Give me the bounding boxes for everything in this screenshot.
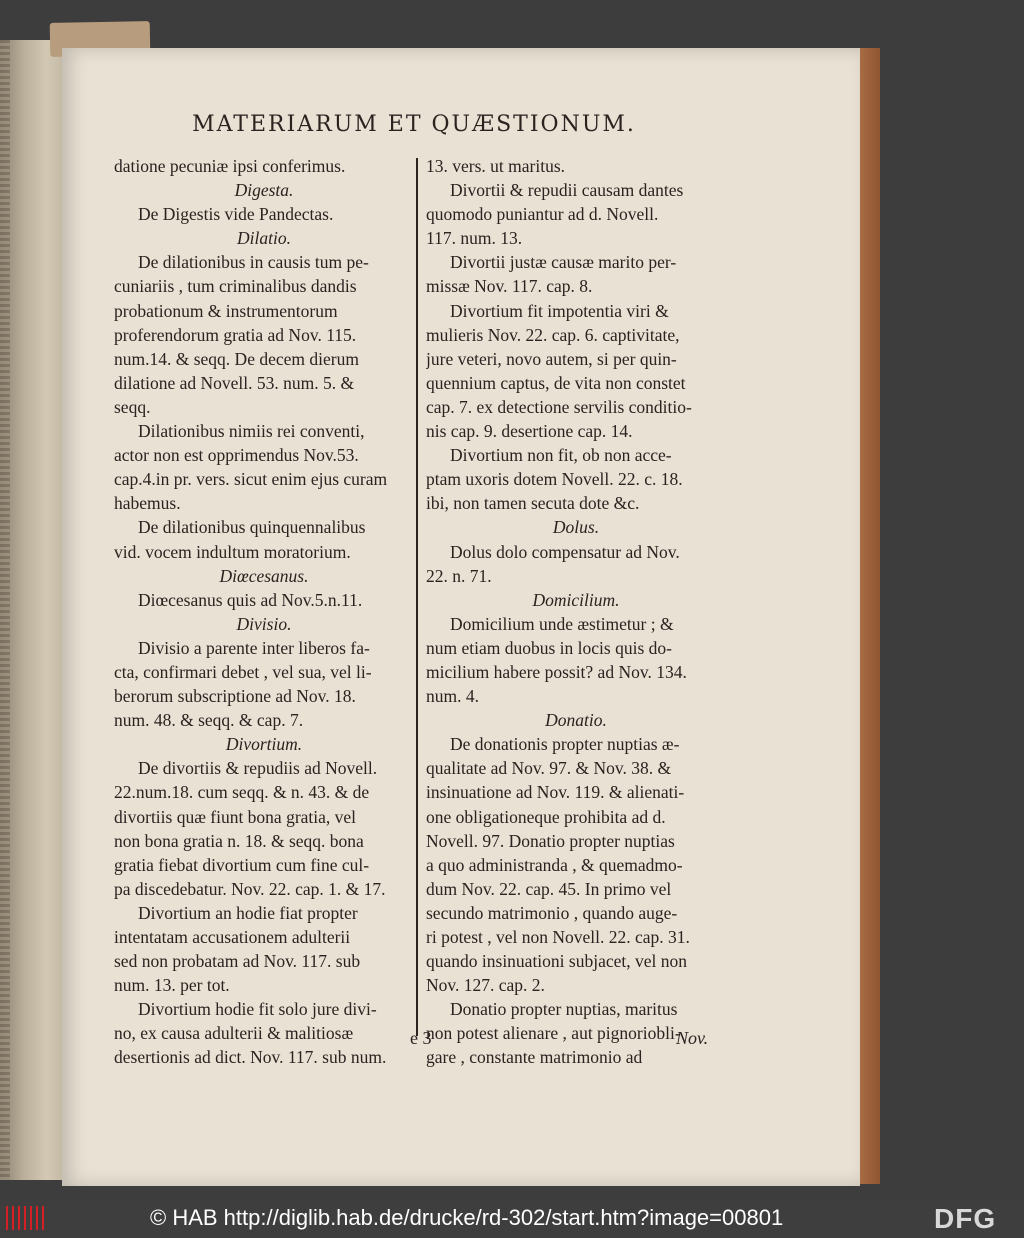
index-line: gratia fiebat divortium cum fine cul- bbox=[114, 854, 370, 875]
index-heading: Dolus. bbox=[552, 517, 600, 538]
index-line: proferendorum gratia ad Nov. 115. bbox=[114, 324, 357, 345]
index-line: quando insinuationi subjacet, vel non bbox=[426, 951, 687, 972]
index-line: Diœcesanus quis ad Nov.5.n.11. bbox=[138, 589, 363, 610]
index-line: jure veteri, novo autem, si per quin- bbox=[426, 348, 677, 369]
running-header: MATERIARUM ET QUÆSTIONUM. bbox=[192, 112, 636, 137]
page-edges-left bbox=[0, 40, 10, 1180]
index-line: qualitate ad Nov. 97. & Nov. 38. & bbox=[426, 758, 672, 779]
index-line: habemus. bbox=[114, 493, 181, 514]
index-line: num. 13. per tot. bbox=[114, 975, 230, 996]
index-heading: Domicilium. bbox=[532, 589, 620, 610]
index-line: cap.4.in pr. vers. sicut enim ejus curam bbox=[114, 469, 388, 490]
index-line: De divortiis & repudiis ad Novell. bbox=[138, 758, 378, 779]
index-line: gare , constante matrimonio ad bbox=[426, 1047, 643, 1068]
index-line: probationum & instrumentorum bbox=[114, 300, 338, 321]
index-line: De dilationibus quinquennalibus bbox=[138, 517, 366, 538]
index-line: 13. vers. ut maritus. bbox=[426, 156, 566, 176]
index-line: ibi, non tamen secuta dote &c. bbox=[426, 493, 640, 514]
index-column-left bbox=[114, 154, 414, 1070]
signature-mark: e 3 bbox=[410, 1028, 432, 1048]
index-line: Donatio propter nuptias, maritus bbox=[450, 999, 678, 1020]
index-line: non bona gratia n. 18. & seqq. bona bbox=[114, 830, 364, 851]
index-line: dum Nov. 22. cap. 45. In primo vel bbox=[426, 878, 672, 899]
index-line: insinuatione ad Nov. 119. & alienati- bbox=[426, 782, 685, 803]
index-line: desertionis ad dict. Nov. 117. sub num. bbox=[114, 1047, 387, 1068]
index-line: Divortium fit impotentia viri & bbox=[450, 300, 669, 321]
index-line: Nov. 127. cap. 2. bbox=[426, 975, 545, 996]
index-line: Dilationibus nimiis rei conventi, bbox=[138, 421, 365, 442]
index-line: one obligationeque prohibita ad d. bbox=[426, 806, 666, 827]
index-line: secundo matrimonio , quando auge- bbox=[426, 902, 678, 923]
index-heading: Diœcesanus. bbox=[219, 565, 309, 586]
index-line: seqq. bbox=[114, 396, 151, 417]
index-line: ptam uxoris dotem Novell. 22. c. 18. bbox=[426, 469, 683, 490]
index-line: pa discedebatur. Nov. 22. cap. 1. & 17. bbox=[114, 878, 386, 899]
index-line: actor non est opprimendus Nov.53. bbox=[114, 445, 359, 466]
index-line: 117. num. 13. bbox=[426, 228, 523, 249]
index-column-right bbox=[426, 154, 726, 1070]
index-line: Divortium non fit, ob non acce- bbox=[450, 445, 672, 466]
index-line: non potest alienare , aut pignoriobli- bbox=[426, 1023, 681, 1044]
index-line: Dolus dolo compensatur ad Nov. bbox=[450, 541, 680, 562]
index-line: micilium habere possit? ad Nov. 134. bbox=[426, 661, 687, 682]
column-rule bbox=[416, 158, 418, 1036]
index-line: De Digestis vide Pandectas. bbox=[138, 204, 334, 225]
index-line: intentatam accusationem adulterii bbox=[114, 927, 351, 947]
hab-logo-icon bbox=[6, 1206, 46, 1230]
index-line: no, ex causa adulterii & malitiosæ bbox=[114, 1023, 354, 1044]
index-line: Divortium an hodie fiat propter bbox=[138, 902, 358, 923]
index-line: sed non probatam ad Nov. 117. sub bbox=[114, 951, 361, 972]
index-line: a quo administranda , & quemadmo- bbox=[426, 854, 683, 875]
index-line: quomodo puniantur ad d. Novell. bbox=[426, 204, 659, 225]
index-line: datione pecuniæ ipsi conferimus. bbox=[114, 156, 346, 176]
index-line: 22.num.18. cum seqq. & n. 43. & de bbox=[114, 782, 370, 803]
index-line: berorum subscriptione ad Nov. 18. bbox=[114, 686, 356, 707]
copyright-url[interactable]: © HAB http://diglib.hab.de/drucke/rd-302/start.htm?image=00801 bbox=[150, 1205, 784, 1230]
index-line: num. 48. & seqq. & cap. 7. bbox=[114, 710, 304, 731]
index-line: cta, confirmari debet , vel sua, vel li- bbox=[114, 661, 372, 682]
index-line: divortiis quæ fiunt bona gratia, vel bbox=[114, 806, 357, 827]
index-heading: Digesta. bbox=[234, 180, 294, 201]
dfg-logo: DFG bbox=[934, 1203, 997, 1234]
index-line: dilatione ad Novell. 53. num. 5. & bbox=[114, 372, 355, 393]
index-line: num. 4. bbox=[426, 686, 479, 707]
index-line: Divortii justæ causæ marito per- bbox=[450, 252, 677, 273]
index-line: Domicilium unde æstimetur ; & bbox=[450, 613, 674, 634]
index-line: missæ Nov. 117. cap. 8. bbox=[426, 276, 593, 297]
catchword: Nov. bbox=[676, 1028, 709, 1048]
index-line: cap. 7. ex detectione servilis conditio- bbox=[426, 396, 692, 417]
index-line: De donationis propter nuptias æ- bbox=[450, 734, 680, 755]
index-line: Novell. 97. Donatio propter nuptias bbox=[426, 830, 675, 851]
footer-bar bbox=[0, 1198, 1024, 1238]
index-heading: Divisio. bbox=[236, 613, 292, 634]
index-line: Divortium hodie fit solo jure divi- bbox=[138, 999, 377, 1020]
index-line: ri potest , vel non Novell. 22. cap. 31. bbox=[426, 927, 690, 947]
index-line: De dilationibus in causis tum pe- bbox=[138, 252, 369, 273]
index-line: 22. n. 71. bbox=[426, 565, 492, 586]
index-heading: Divortium. bbox=[225, 734, 303, 755]
index-line: vid. vocem indultum moratorium. bbox=[114, 541, 351, 562]
index-heading: Dilatio. bbox=[237, 228, 291, 249]
index-line: quennium captus, de vita non constet bbox=[426, 372, 686, 393]
index-line: num etiam duobus in locis quis do- bbox=[426, 637, 672, 658]
index-line: mulieris Nov. 22. cap. 6. captivitate, bbox=[426, 324, 680, 345]
index-line: Divisio a parente inter liberos fa- bbox=[138, 637, 370, 658]
index-line: num.14. & seqq. De decem dierum bbox=[114, 348, 359, 369]
index-line: Divortii & repudii causam dantes bbox=[450, 180, 684, 201]
index-line: cuniariis , tum criminalibus dandis bbox=[114, 276, 357, 297]
index-line: nis cap. 9. desertione cap. 14. bbox=[426, 421, 633, 442]
index-heading: Donatio. bbox=[545, 710, 607, 731]
